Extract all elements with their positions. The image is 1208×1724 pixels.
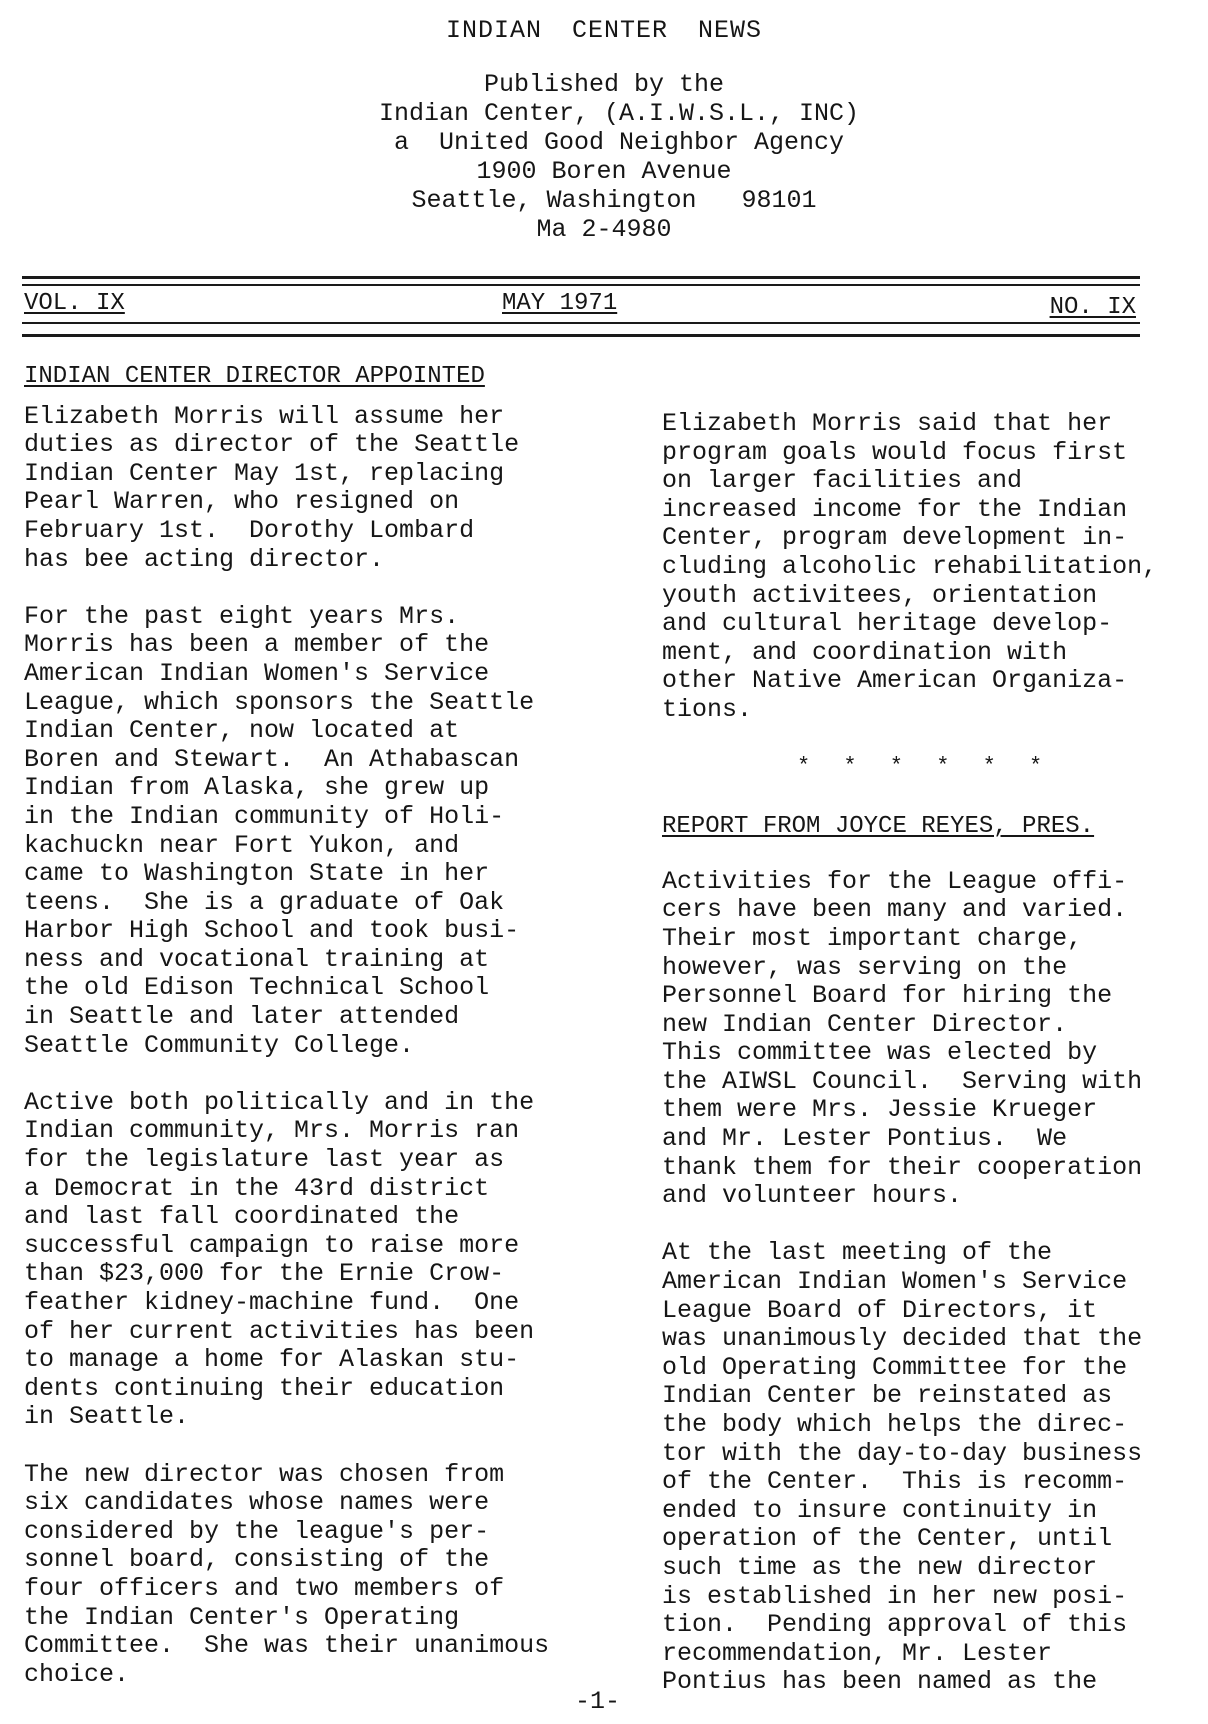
text-line: the AIWSL Council. Serving with	[662, 1066, 1143, 1096]
text-line: tion. Pending approval of this	[662, 1610, 1128, 1640]
text-line: operation of the Center, until	[662, 1524, 1113, 1554]
text-line: Elizabeth Morris will assume her	[24, 401, 505, 431]
text-line: feather kidney-machine fund. One	[24, 1288, 520, 1317]
text-line: for the legislature last year as	[24, 1145, 505, 1175]
text-line: youth activitees, orientation	[662, 580, 1098, 610]
text-line: Harbor High School and took busi-	[24, 916, 520, 946]
publisher-block	[0, 70, 1208, 244]
text-line: American Indian Women's Service	[24, 658, 490, 688]
text-line: considered by the league's per-	[24, 1516, 490, 1546]
text-line: ment, and coordination with	[662, 637, 1068, 667]
text-line: them were Mrs. Jessie Krueger	[662, 1095, 1098, 1125]
text-line: The new director was chosen from	[24, 1459, 505, 1489]
text-line: tor with the day-to-day business	[662, 1438, 1143, 1468]
text-line: four officers and two members of	[24, 1573, 505, 1603]
text-line: however, was serving on the	[662, 952, 1068, 982]
text-line: thank them for their cooperation	[662, 1152, 1143, 1182]
publisher-city: Seattle, Washington 98101	[411, 186, 817, 215]
text-line: came to Washington State in her	[24, 859, 490, 889]
text-line: in Seattle and later attended	[24, 1002, 460, 1032]
text-line: the Indian Center's Operating	[24, 1602, 460, 1632]
section-separator: * * * * * *	[797, 753, 1053, 779]
paragraph	[662, 1239, 1192, 1697]
paragraph-gap	[24, 1060, 624, 1089]
publisher-line: Published by the	[483, 70, 725, 99]
issue-date: MAY 1971	[502, 290, 618, 317]
text-line: Seattle Community College.	[24, 1030, 415, 1060]
paragraph	[24, 1461, 624, 1690]
text-line: This committee was elected by	[662, 1038, 1098, 1068]
paragraph	[24, 403, 624, 575]
text-line: successful campaign to raise more	[24, 1230, 520, 1260]
left-column	[24, 363, 624, 1689]
text-line: ended to insure continuity in	[662, 1495, 1098, 1525]
text-line: Activities for the League offi-	[662, 866, 1128, 896]
text-line: the body which helps the direc-	[662, 1410, 1128, 1439]
text-line: new Indian Center Director.	[662, 1009, 1068, 1039]
text-line: Indian from Alaska, she grew up	[24, 773, 490, 803]
text-line: ness and vocational training at	[24, 944, 490, 974]
text-line: Morris has been a member of the	[24, 630, 490, 660]
text-line: dents continuing their education	[24, 1373, 505, 1403]
page-number: -1-	[575, 1687, 621, 1716]
text-line: in the Indian community of Holi-	[24, 801, 505, 831]
text-line: cers have been many and varied.	[662, 895, 1128, 925]
text-line: increased income for the Indian	[662, 494, 1128, 524]
text-line: has bee acting director.	[24, 544, 385, 574]
masthead-rule	[22, 322, 1140, 324]
report-headline: REPORT FROM JOYCE REYES, PRES.	[662, 813, 1095, 841]
text-line: League Board of Directors, it	[662, 1295, 1098, 1325]
text-line: and volunteer hours.	[662, 1181, 963, 1211]
text-line: At the last meeting of the	[662, 1238, 1053, 1268]
masthead-rule	[22, 284, 1140, 286]
report-body	[662, 868, 1192, 1697]
text-line: League, which sponsors the Seattle	[24, 687, 535, 717]
paragraph-gap	[24, 1432, 624, 1461]
text-line: kachuckn near Fort Yukon, and	[24, 830, 460, 860]
text-line: was unanimously decided that the	[662, 1324, 1143, 1354]
text-line: recommendation, Mr. Lester	[662, 1638, 1053, 1668]
newsletter-title: INDIAN CENTER NEWS	[445, 16, 763, 45]
text-line: Indian community, Mrs. Morris ran	[24, 1116, 520, 1146]
text-line: a Democrat in the 43rd district	[24, 1173, 490, 1203]
text-line: Boren and Stewart. An Athabascan	[24, 744, 520, 774]
text-line: other Native American Organiza-	[662, 666, 1128, 696]
publisher-line: Indian Center, (A.I.W.S.L., INC)	[378, 99, 860, 128]
right-column	[662, 410, 1192, 1697]
text-line: of the Center. This is recomm-	[662, 1467, 1128, 1497]
paragraph	[662, 868, 1192, 1211]
text-line: Indian Center May 1st, replacing	[24, 458, 505, 488]
text-line: and Mr. Lester Pontius. We	[662, 1124, 1068, 1154]
publisher-phone: Ma 2-4980	[536, 215, 672, 244]
text-line: February 1st. Dorothy Lombard	[24, 515, 475, 545]
masthead-rule	[22, 276, 1140, 279]
text-line: in Seattle.	[24, 1402, 190, 1432]
text-line: duties as director of the Seattle	[24, 430, 520, 460]
text-line: Personnel Board for hiring the	[662, 981, 1113, 1011]
text-line: such time as the new director	[662, 1552, 1098, 1582]
text-line: on larger facilities and	[662, 466, 1023, 496]
text-line: Indian Center, now located at	[24, 716, 460, 746]
text-line: American Indian Women's Service	[662, 1267, 1128, 1297]
text-line: the old Edison Technical School	[24, 973, 490, 1003]
text-line: program goals would focus first	[662, 437, 1128, 467]
text-line: to manage a home for Alaskan stu-	[24, 1345, 520, 1375]
paragraph	[24, 1089, 624, 1432]
text-line: Committee. She was their unanimous	[24, 1631, 550, 1661]
paragraph-gap	[24, 574, 624, 603]
issue-number: NO. IX	[1049, 294, 1136, 321]
text-line: Pearl Warren, who resigned on	[24, 487, 460, 517]
article-headline: INDIAN CENTER DIRECTOR APPOINTED	[24, 363, 485, 390]
text-line: Active both politically and in the	[24, 1087, 535, 1117]
text-line: tions.	[662, 694, 753, 724]
text-line: and cultural heritage develop-	[662, 609, 1113, 639]
text-line: Their most important charge,	[662, 923, 1083, 953]
text-line: Indian Center be reinstated as	[662, 1381, 1113, 1411]
volume-label: VOL. IX	[24, 290, 125, 317]
paragraph	[24, 603, 624, 1061]
text-line: old Operating Committee for the	[662, 1352, 1128, 1382]
text-line: For the past eight years Mrs.	[24, 601, 460, 631]
issue-bar	[22, 290, 1140, 320]
text-line: choice.	[24, 1659, 130, 1689]
text-line: and last fall coordinated the	[24, 1202, 460, 1232]
publisher-address: 1900 Boren Avenue	[476, 157, 732, 186]
article-continuation	[662, 410, 1192, 725]
text-line: Center, program development in-	[662, 523, 1128, 553]
text-line: is established in her new posi-	[662, 1581, 1128, 1611]
text-line: cluding alcoholic rehabilitation,	[662, 551, 1158, 581]
text-line: Pontius has been named as the	[662, 1667, 1098, 1697]
text-line: Elizabeth Morris said that her	[662, 409, 1113, 438]
masthead-rule	[22, 334, 1140, 337]
article-body	[24, 403, 624, 1690]
paragraph-gap	[662, 1211, 1192, 1240]
text-line: of her current activities has been	[24, 1316, 535, 1346]
text-line: sonnel board, consisting of the	[24, 1545, 490, 1575]
publisher-line: a United Good Neighbor Agency	[393, 128, 845, 157]
text-line: teens. She is a graduate of Oak	[24, 887, 505, 917]
text-line: six candidates whose names were	[24, 1488, 490, 1518]
text-line: than $23,000 for the Ernie Crow-	[24, 1259, 505, 1289]
